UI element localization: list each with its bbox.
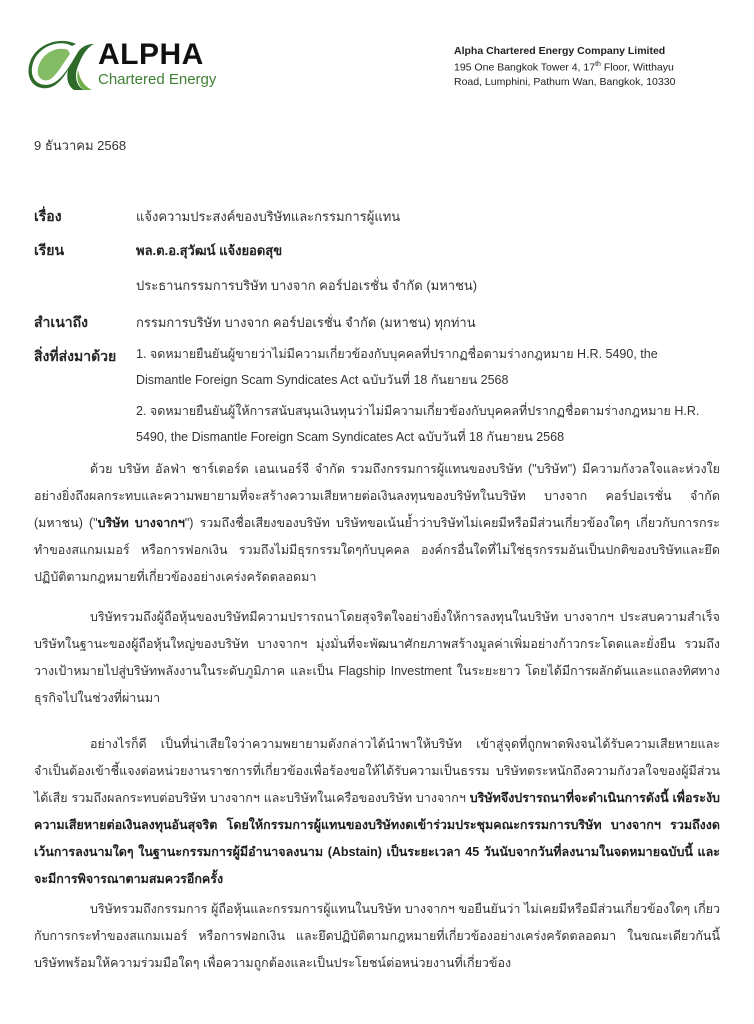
subject-label: เรื่อง: [34, 208, 62, 224]
company-name: Alpha Chartered Energy Company Limited: [454, 45, 666, 57]
paragraph-bold-text: บริษัท บางจากฯ: [97, 516, 185, 530]
company-logo: [28, 38, 228, 94]
address-text: 195 One Bangkok Tower 4, 17: [454, 61, 596, 74]
paragraph-2: [34, 604, 720, 712]
paragraph-bold-text: บริษัทจึงปรารถนาที่จะดำเนินการดังนี้ เพื่อระงับความเสียหายต่อเงินลงทุนอันสุจริต โดยให้กรรมการผู้แทนของบริษัทงดเข้าร่วมประชุมคณะกรรมการบริษัท บางจากฯ รวมถึงงดเว้นการลงนามใดๆ ในฐานะกรรมการผู้มีอำนาจลงนาม (Abstain) เป็นระยะเวลา 45 วันนับจากวันที่ลงนามในจดหมายฉบับนี้ และจะมีการพิจารณาตามสมควรอีกครั้ง: [34, 791, 720, 886]
cc-value: กรรมการบริษัท บางจาก คอร์ปอเรชั่น จำกัด (มหาชน) ทุกท่าน: [136, 315, 476, 330]
paragraph-text: อย่างไรก็ดี เป็นที่น่าเสียใจว่าความพยายามดังกล่าวได้นำพาให้บริษัท เข้าสู่จุดที่ถูกพาดพิงจนได้รับความเสียหายและจำเป็นต้องเข้าชี้แจงต่อหน่วยงานราชการที่เกี่ยวข้องเพื่อร้องขอให้ได้รับความเป็นธรรม บริษัทตระหนักถึงความกังวลใจของผู้มีส่วนได้เสีย รวมถึงผลกระทบต่อบริษัท บางจากฯ และบริษัทในเครือของบริษัท บางจากฯ: [34, 737, 720, 805]
paragraph-text: บริษัทรวมถึงผู้ถือหุ้นของบริษัทมีความปรารถนาโดยสุจริตใจอย่างยิ่งให้การลงทุนในบริษัท บางจากฯ ประสบความสำเร็จ บริษัทในฐานะของผู้ถือหุ้นใหญ่ของบริษัท บางจากฯ มุ่งมั่นที่จะพัฒนาศักยภาพสร้างมูลค่าเพิ่มอย่างก้าวกระโดดและยั่งยืน รวมถึงวางเป้าหมายไปสู่บริษัทพลังงานในระดับภูมิภาค และเป็น Flagship Investment ในระยะยาว โดยได้มีการผลักดันและแถลงทิศทางธุรกิจไปในช่วงที่ผ่านมา: [34, 610, 720, 705]
recipient-label: เรียน: [34, 242, 65, 258]
company-address-block: [454, 44, 675, 89]
logo-subtitle: Chartered Energy: [98, 71, 217, 88]
recipient-title: ประธานกรรมการบริษัท บางจาก คอร์ปอเรชั่น จำกัด (มหาชน): [136, 278, 478, 293]
alpha-logo-icon: [28, 40, 96, 92]
paragraph-text: ด้วย บริษัท อัลฟ่า ชาร์เตอร์ด เอนเนอร์จี จำกัด รวมถึงกรรมการผู้แทนของบริษัท ("บริษัท") มีความกังวลใจและห่วงใยอย่างยิ่งถึงผลกระทบและความพยายามที่จะสร้างความเสียหายต่อเงินลงทุนของบริษัทในบริษัท บางจาก คอร์ปอเรชั่น จำกัด (มหาชน) (": [34, 462, 720, 530]
attachments-label: สิ่งที่ส่งมาด้วย: [34, 348, 117, 364]
company-address-line-1: [454, 58, 675, 75]
letterhead: [0, 0, 754, 110]
paragraph-1: [34, 456, 720, 591]
paragraph-text: ") รวมถึงชื่อเสียงของบริษัท บริษัทขอเน้นย้ำว่าบริษัทไม่เคยมีหรือมีส่วนเกี่ยวข้องใดๆ เกี่ยวกับการกระทำของสแกมเมอร์ หรือการฟอกเงิน รวมถึงไม่มีธุรกรรมใดๆกับบุคคล องค์กรอื่นใดที่ไม่ใช่ธุรกรรมอันเป็นปกติของบริษัทและยึดปฏิบัติตามกฎหมายที่เกี่ยวข้องอย่างเคร่งครัดตลอดมา: [34, 516, 721, 584]
paragraph-3: [34, 731, 720, 893]
address-text: Floor, Witthayu: [600, 61, 674, 74]
attachment-item-1: 1. จดหมายยืนยันผู้ขายว่าไม่มีความเกี่ยวข้องกับบุคคลที่ปรากฏชื่อตามร่างกฎหมาย H.R. 5490, the Dismantle Foreign Scam Syndicates Act ฉบับวันที่ 18 กันยายน 2568: [136, 347, 658, 387]
attachment-item-2: 2. จดหมายยืนยันผู้ให้การสนับสนุนเงินทุนว่าไม่มีความเกี่ยวข้องกับบุคคลที่ปรากฏชื่อตามร่างกฎหมาย H.R. 5490, the Dismantle Foreign Scam Syndicates Act ฉบับวันที่ 18 กันยายน 2568: [136, 404, 700, 444]
subject-value: แจ้งความประสงค์ของบริษัทและกรรมการผู้แทน: [136, 209, 401, 224]
cc-label: สำเนาถึง: [34, 314, 88, 330]
company-address-line-2: Road, Lumphini, Pathum Wan, Bangkok, 10330: [454, 75, 676, 88]
letter-date: 9 ธันวาคม 2568: [34, 138, 127, 153]
paragraph-text: บริษัทรวมถึงกรรมการ ผู้ถือหุ้นและกรรมการผู้แทนในบริษัท บางจากฯ ขอยืนยันว่า ไม่เคยมีหรือมีส่วนเกี่ยวข้องใดๆ เกี่ยวกับการกระทำของสแกมเมอร์ หรือการฟอกเงิน และยึดปฏิบัติตามกฎหมายที่เกี่ยวข้องอย่างเคร่งครัดตลอดมา ในขณะเดียวกันนี้ บริษัทพร้อมให้ความร่วมมือใดๆ เพื่อความถูกต้องและเป็นประโยชน์ต่อหน่วยงานที่เกี่ยวข้อง: [34, 902, 720, 970]
logo-title: ALPHA: [98, 38, 204, 71]
address-superscript: th: [595, 61, 601, 68]
recipient-name: พล.ต.อ.สุวัฒน์ แจ้งยอดสุข: [136, 243, 283, 258]
paragraph-4: [34, 896, 720, 977]
